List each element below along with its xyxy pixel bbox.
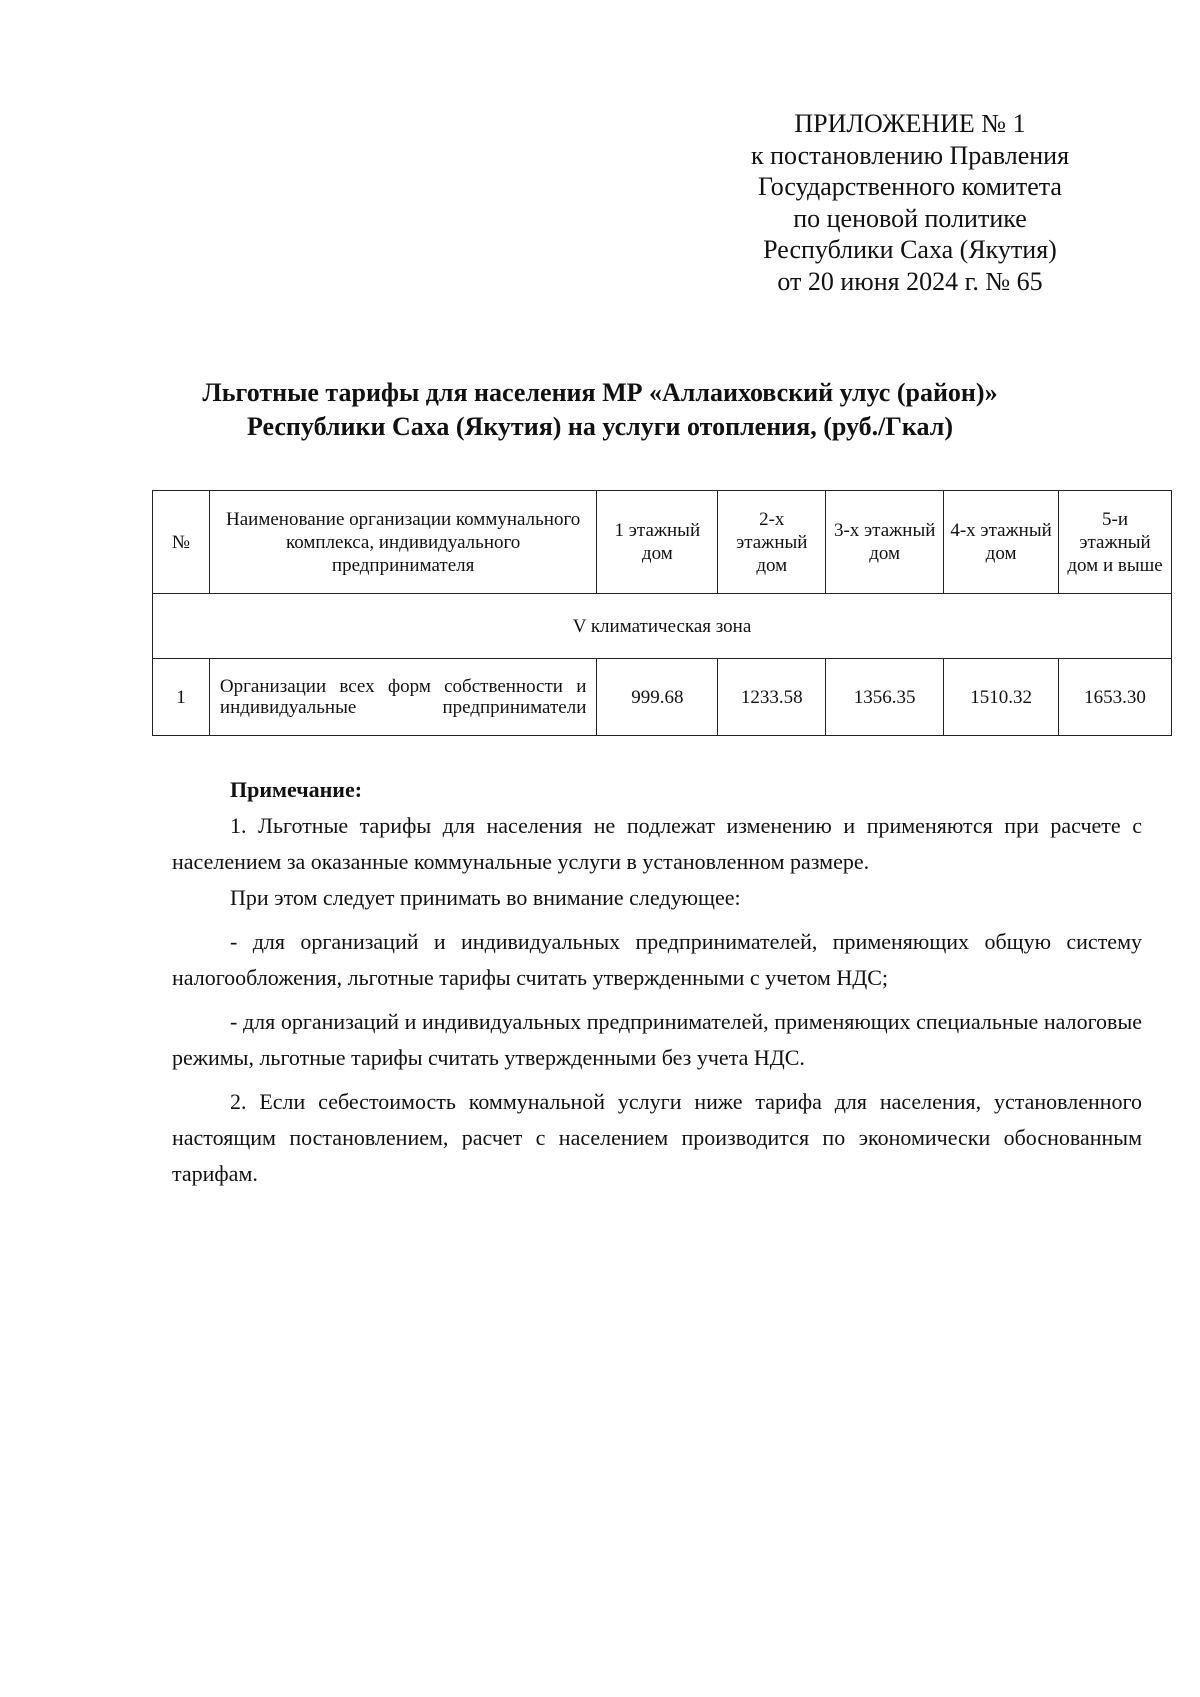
tariff-2-floor: 1233.58 [718, 659, 826, 736]
tariff-4-floor: 1510.32 [944, 659, 1059, 736]
appendix-line: Государственного комитета [758, 172, 1062, 201]
appendix-line: от 20 июня 2024 г. № 65 [777, 266, 1043, 296]
tariff-5-floor: 1653.30 [1059, 659, 1172, 736]
note-paragraph-4: - для организаций и индивидуальных предпринимателей, применяющих специальные налоговые режимы, льготные тарифы считать утвержденными без учета НДС. [172, 1009, 1142, 1070]
appendix-line: к постановлению Правления [750, 140, 1070, 170]
document-title [180, 376, 1020, 444]
title-line-1: Льготные тарифы для населения МР «Аллаиховский улус (район)» [202, 378, 998, 407]
notes-section [172, 772, 1142, 1200]
climate-zone-row [153, 594, 1172, 659]
tariff-table [152, 490, 1172, 736]
appendix-header [700, 108, 1120, 297]
row-number: 1 [153, 659, 210, 736]
appendix-line: Республики Саха (Якутия) [763, 235, 1057, 264]
header-5-floor: 5-и этажный дом и выше [1059, 491, 1172, 594]
note-paragraph-2: При этом следует принимать во внимание следующее: [230, 885, 741, 910]
table-header-row [153, 491, 1172, 594]
appendix-line: по ценовой политике [793, 203, 1027, 233]
notes-heading: Примечание: [230, 777, 363, 802]
header-number: № [153, 491, 210, 594]
row-organization: Организации всех форм собственности и индивидуальные предприниматели [209, 659, 596, 736]
header-4-floor: 4-х этажный дом [944, 491, 1059, 594]
header-3-floor: 3-х этажный дом [826, 491, 944, 594]
tariff-1-floor: 999.68 [597, 659, 718, 736]
header-organization: Наименование организации коммунального комплекса, индивидуального предпринимателя [209, 491, 596, 594]
climate-zone: V климатическая зона [153, 594, 1172, 659]
note-paragraph-3: - для организаций и индивидуальных предпринимателей, применяющих общую систему налогообложения, льготные тарифы считать утвержденными с учетом НДС; [172, 929, 1142, 990]
table-row [153, 659, 1172, 736]
tariff-3-floor: 1356.35 [826, 659, 944, 736]
header-1-floor: 1 этажный дом [597, 491, 718, 594]
header-2-floor: 2-х этажный дом [718, 491, 826, 594]
title-line-2: Республики Саха (Якутия) на услуги отопления, (руб./Гкал) [247, 412, 953, 441]
note-paragraph-1: 1. Льготные тарифы для населения не подлежат изменению и применяются при расчете с населением за оказанные коммунальные услуги в установленном размере. [172, 813, 1142, 874]
appendix-line: ПРИЛОЖЕНИЕ № 1 [794, 109, 1026, 138]
note-paragraph-5: 2. Если себестоимость коммунальной услуги ниже тарифа для населения, установленного настоящим постановлением, расчет с населением производится по экономически обоснованным тарифам. [172, 1089, 1142, 1186]
